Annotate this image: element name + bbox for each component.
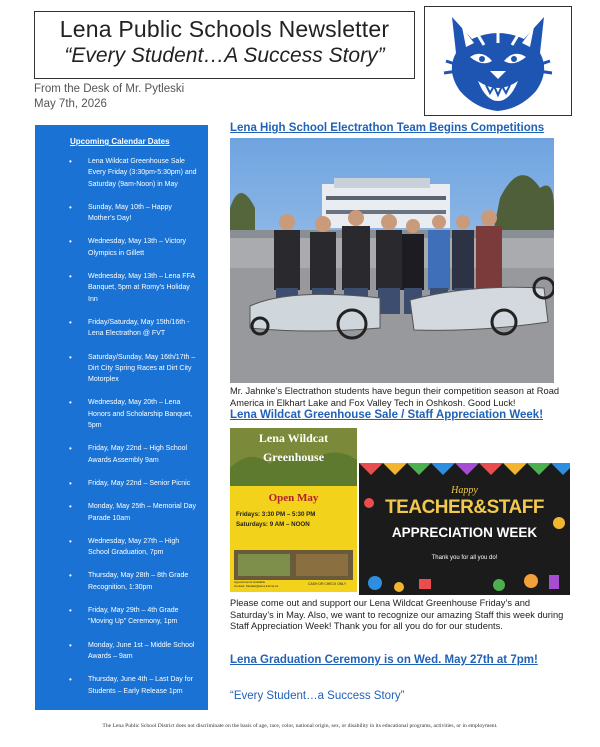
flyer-contact-block [234, 580, 304, 588]
calendar-item: • Lena Wildcat Greenhouse Sale Every Friday (3:30pm-5:30pm) and Saturday (9am-Noon) in May [47, 156, 198, 190]
calendar-item: • Thursday, May 28th – 8th Grade Recognition, 1:30pm [47, 570, 198, 593]
calendar-list [47, 156, 198, 697]
electrathon-paragraph: Mr. Jahnke’s Electrathon students have begun their competition season at Road America in Elkhart Lake and Fox Valley Tech in Oshkosh. Good Luck! [230, 386, 560, 408]
newsletter-title: Lena Public Schools Newsletter [59, 16, 390, 42]
flyer-friday-hours: Fridays: 3:30 PM – 5:30 PM [236, 511, 316, 518]
newsletter-title-box [34, 11, 415, 79]
calendar-item: • Sunday, May 10th – Happy Mother’s Day! [47, 202, 198, 225]
calendar-item: • Wednesday, May 27th – High School Graduation, 7pm [47, 536, 198, 559]
calendar-item: • Monday, May 25th – Memorial Day Parade 10am [47, 501, 198, 524]
teacher-staff-text: TEACHER&STAFF [385, 497, 544, 518]
calendar-item: • Friday, May 29th – 4th Grade “Moving Up” Ceremony, 1pm [47, 605, 198, 628]
appreciation-week-text: APPRECIATION WEEK [391, 525, 538, 540]
flyer-title-line1: Lena Wildcat [258, 431, 329, 445]
flyer-payment: CASH OR CHECK ONLY [308, 582, 347, 586]
greenhouse-headline-link[interactable]: Lena Wildcat Greenhouse Sale / Staff Appreciation Week! [230, 409, 544, 421]
teacher-thanks-text: Thank you for all you do! [431, 555, 498, 561]
closing-motto: “Every Student…a Success Story” [230, 690, 405, 702]
flyer-contact: Contact: MediaA@lena.k12.wi.us [234, 584, 279, 588]
flyer-appointments: Appointments Available [234, 580, 266, 584]
calendar-item: • Saturday/Sunday, May 16th/17th – Dirt City Spring Races at Dirt City Motorplex [47, 352, 198, 386]
calendar-heading: Upcoming Calendar Dates [70, 137, 170, 146]
wildcat-logo [424, 6, 572, 116]
calendar-item: • Wednesday, May 13th – Lena FFA Banquet, 5pm at Romy’s Holiday Inn [47, 271, 198, 305]
calendar-item: • Wednesday, May 13th – Victory Olympics in Gillett [47, 236, 198, 259]
calendar-item: • Friday, May 22nd – Senior Picnic [47, 478, 198, 489]
calendar-item: • Wednesday, May 20th – Lena Honors and Scholarship Banquet, 5pm [47, 397, 198, 431]
teacher-appreciation-graphic [359, 463, 570, 595]
date-line: May 7th, 2026 [34, 98, 107, 110]
electrathon-headline-link[interactable]: Lena High School Electrathon Team Begins Competitions [230, 122, 545, 134]
flyer-title-line2: Greenhouse [262, 450, 325, 464]
calendar-item: • Monday, June 1st – Middle School Awards – 9am [47, 640, 198, 663]
electrathon-team-photo [230, 138, 554, 383]
nondiscrimination-footer: The Lena Public School District does not discriminate on the basis of age, race, color, national origin, sex, or disability in its educational programs, activities, or in employment. [102, 723, 498, 729]
greenhouse-flyer-image [230, 428, 357, 592]
from-line: From the Desk of Mr. Pytleski [34, 83, 185, 95]
graduation-headline-link[interactable]: Lena Graduation Ceremony is on Wed. May 27th at 7pm! [230, 654, 538, 666]
flyer-saturday-hours: Saturdays: 9 AM – NOON [236, 521, 310, 528]
flyer-title [230, 432, 357, 464]
calendar-item: • Friday, May 22nd – High School Awards Assembly 9am [47, 443, 198, 466]
calendar-sidebar [35, 125, 208, 710]
flyer-open-may: Open May [268, 492, 319, 504]
newsletter-motto: “Every Student…A Success Story” [64, 44, 385, 67]
wildcat-head-icon [438, 9, 558, 113]
flyer-hours [236, 510, 354, 530]
from-desk-block [34, 82, 184, 112]
greenhouse-paragraph: Please come out and support our Lena Wildcat Greenhouse Friday’s and Saturday’s in May. Also, we want to recognize our amazing Staff this week during Staff Appreciation Week! Thank you for all you do for our students. [230, 598, 564, 631]
teacher-happy-text: Happy [451, 485, 478, 496]
calendar-item: • Friday/Saturday, May 15th/16th - Lena Electrathon @ FVT [47, 317, 198, 340]
calendar-item: • Thursday, June 4th – Last Day for Students – Early Release 1pm [47, 674, 198, 697]
